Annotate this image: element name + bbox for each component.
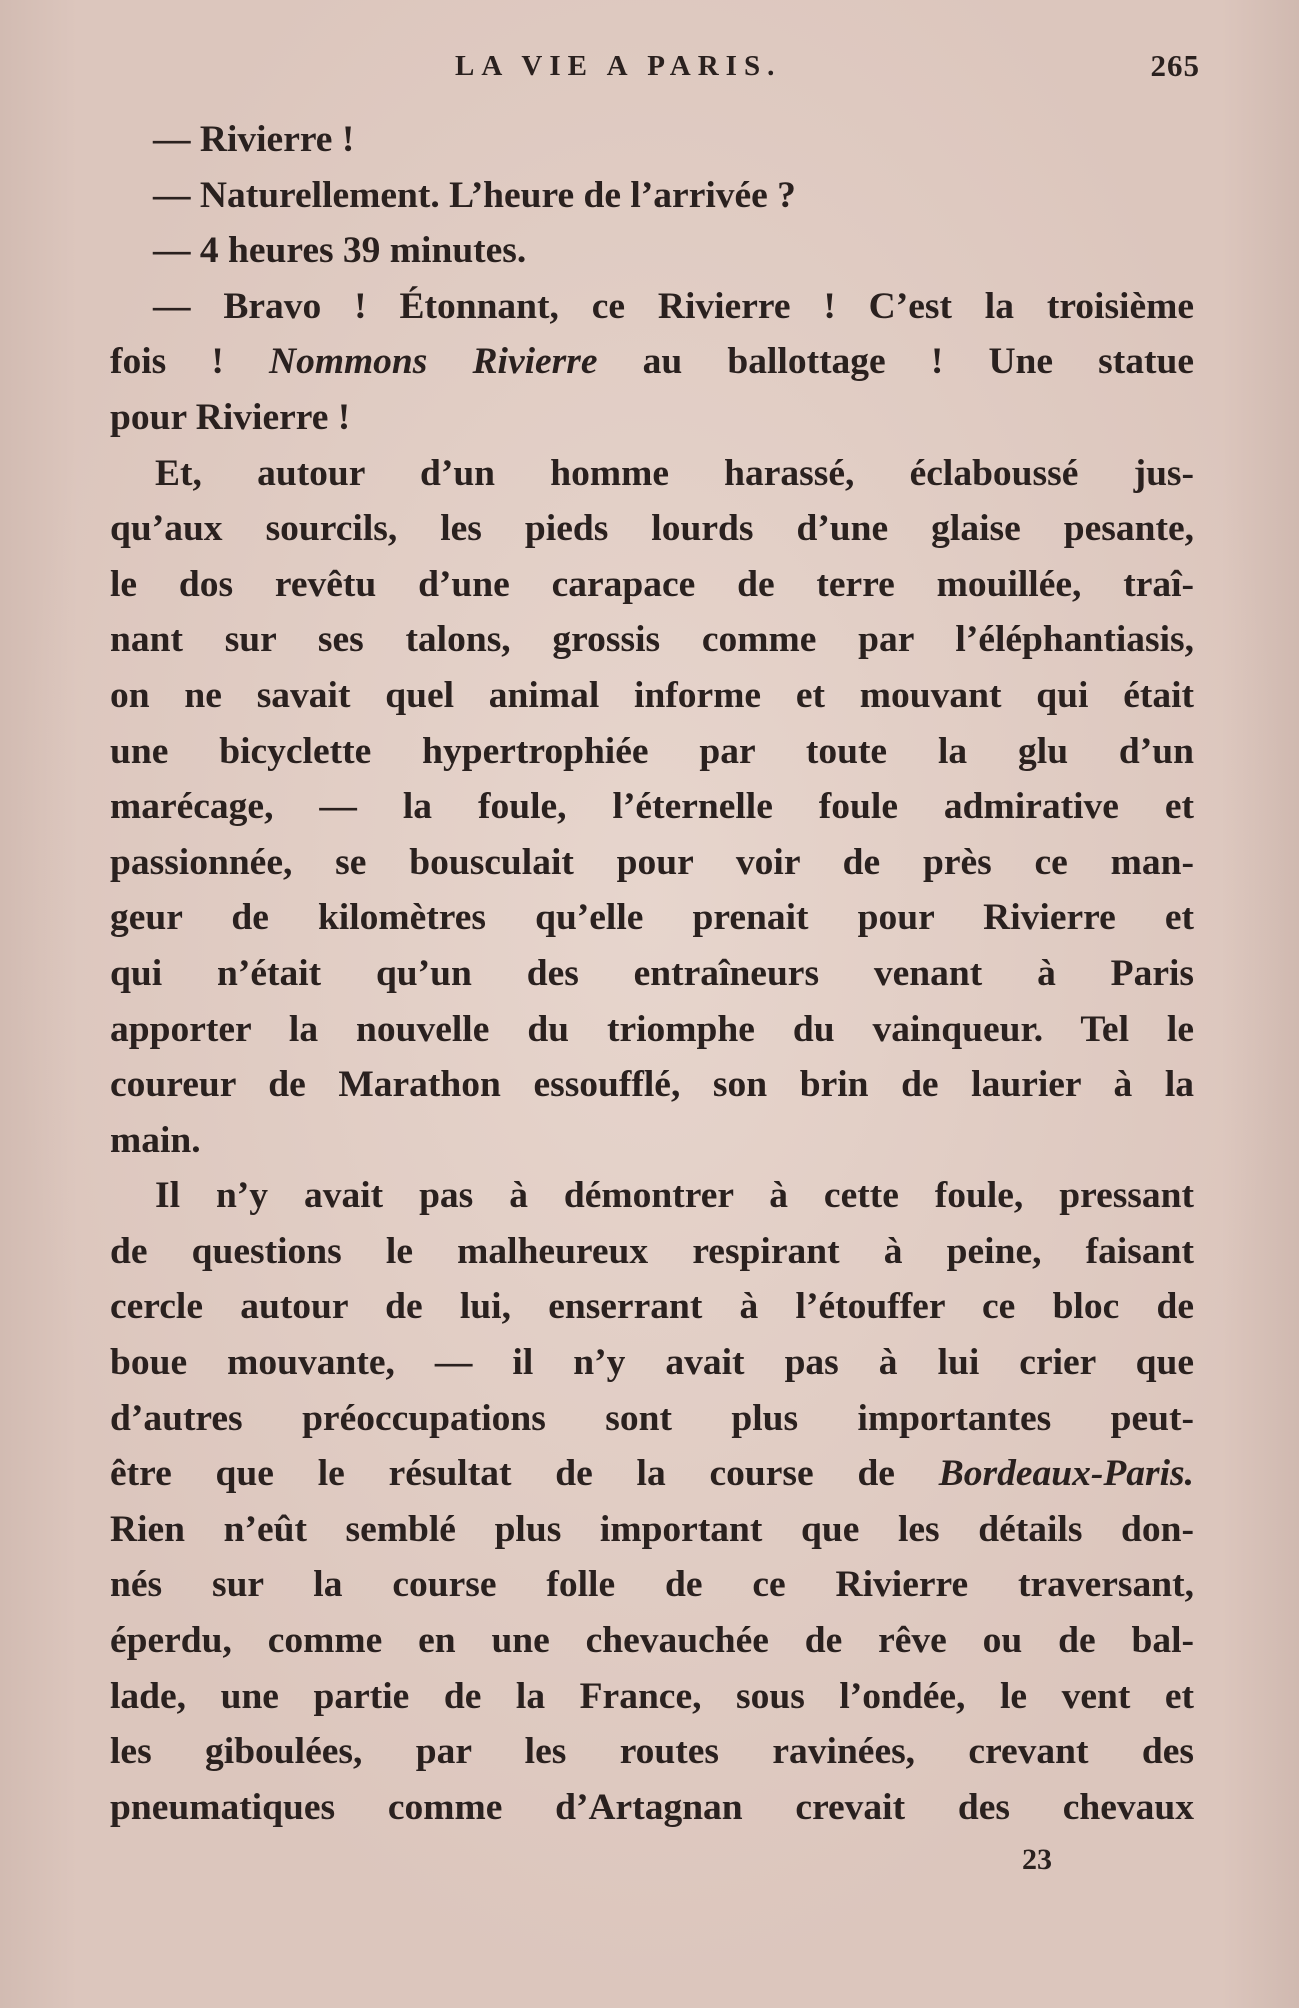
text-line: nés sur la course folle de ce Rivierre traversant, [110,1564,1194,1606]
text-line: — Naturellement. L’heure de l’arrivée ? [153,174,796,216]
text-line: qui n’était qu’un des entraîneurs venant à Paris [110,952,1194,994]
text-line: coureur de Marathon essoufflé, son brin de laurier à la [110,1064,1194,1106]
text-line: geur de kilomètres qu’elle prenait pour Rivierre et [110,897,1194,939]
text-line: les giboulées, par les routes ravinées, crevant des [110,1731,1194,1773]
text-line: main. [110,1119,201,1161]
text-line: — Bravo ! Étonnant, ce Rivierre ! C’est la troisième [153,285,1194,327]
running-title: LA VIE A PARIS. [455,50,782,82]
text-line: de questions le malheureux respirant à peine, faisant [110,1230,1194,1272]
text-line: pneumatiques comme d’Artagnan crevait des chevaux [110,1786,1194,1828]
text-line: le dos revêtu d’une carapace de terre mouillée, traî- [110,563,1194,605]
italic-phrase: Bordeaux-Paris. [938,1453,1194,1495]
paragraph [110,1168,1194,1835]
text-line: nant sur ses talons, grossis comme par l’éléphantiasis, [110,619,1194,661]
text-line: Rien n’eût semblé plus important que les détails don- [110,1508,1194,1550]
text-line: on ne savait quel animal informe et mouvant qui était [110,674,1194,716]
text-line: marécage, — la foule, l’éternelle foule admirative et [110,786,1194,828]
text-line: — 4 heures 39 minutes. [153,230,527,272]
text-line: d’autres préoccupations sont plus importantes peut- [110,1397,1194,1439]
text-line: — Rivierre ! [153,119,355,160]
italic-phrase: Nommons Rivierre [269,341,598,383]
text-line: lade, une partie de la France, sous l’ondée, le vent et [110,1675,1194,1717]
text-fragment: fois ! [110,341,224,383]
dialogue-block [110,112,1194,446]
text-line [110,334,1194,390]
text-fragment: être que le résultat de la course de [110,1453,895,1495]
text-line: qu’aux sourcils, les pieds lourds d’une glaise pesante, [110,508,1194,550]
text-line: cercle autour de lui, enserrant à l’étouffer ce bloc de [110,1286,1194,1328]
text-line [110,1446,1194,1502]
text-line: pour Rivierre ! [110,396,351,438]
text-line: passionnée, se bousculait pour voir de près ce man- [110,841,1194,883]
text-line: éperdu, comme en une chevauchée de rêve ou de bal- [110,1620,1194,1662]
body-text [110,112,1194,1835]
text-line: apporter la nouvelle du triomphe du vainqueur. Tel le [110,1008,1194,1050]
paragraph [110,446,1194,1169]
page-number: 265 [1150,48,1200,83]
text-line: Il n’y avait pas à démontrer à cette foule, pressant [155,1175,1194,1217]
text-line: Et, autour d’un homme harassé, éclaboussé jus- [155,452,1194,494]
signature-mark: 23 [1022,1843,1052,1876]
running-head [110,50,1200,90]
text-line: boue mouvante, — il n’y avait pas à lui crier que [110,1342,1194,1384]
text-line: une bicyclette hypertrophiée par toute la glu d’un [110,730,1194,772]
text-fragment: au ballottage ! Une statue [642,341,1194,383]
